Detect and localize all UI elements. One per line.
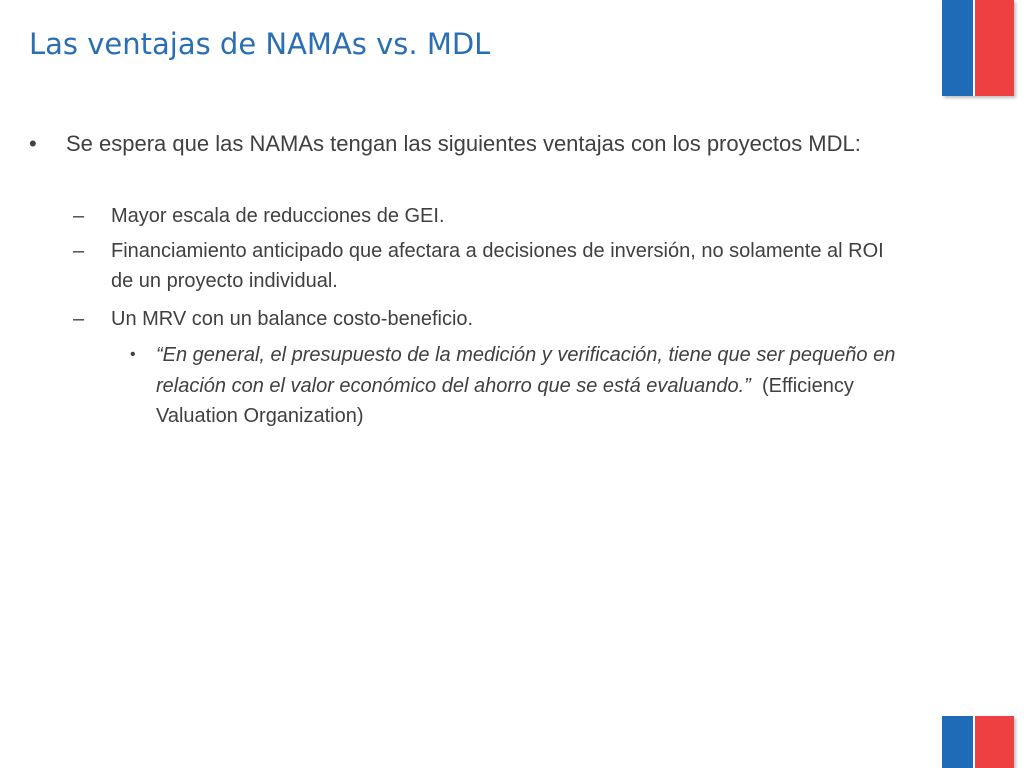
flag-divider bbox=[973, 716, 975, 768]
sub-bullet-text: Mayor escala de reducciones de GEI. bbox=[111, 205, 445, 227]
bullet-marker: • bbox=[29, 131, 37, 156]
quote-italic-text: “En general, el presupuesto de la medición y verificación, tiene que ser pequeño en relación con el valor económico del ahorro que se está evaluando.” bbox=[156, 344, 896, 397]
dash-marker: – bbox=[73, 240, 85, 262]
flag-divider bbox=[973, 0, 975, 96]
flag-decoration-top bbox=[942, 0, 1014, 96]
sub-bullet-text: Financiamiento anticipado que afectara a decisiones de inversión, no solamente al ROI de un proyecto individual. bbox=[111, 240, 884, 292]
flag-decoration-bottom bbox=[942, 716, 1014, 768]
bullet-marker: • bbox=[130, 346, 136, 363]
flag-red-stripe bbox=[974, 716, 1014, 768]
slide-title: Las ventajas de NAMAs vs. MDL bbox=[29, 27, 491, 61]
quote-attribution: (Efficiency Valuation Organization) bbox=[156, 374, 854, 427]
flag-red-stripe bbox=[974, 0, 1014, 96]
bullet-main-text: Se espera que las NAMAs tengan las siguientes ventajas con los proyectos MDL: bbox=[66, 131, 861, 156]
dash-marker: – bbox=[73, 205, 85, 227]
dash-marker: – bbox=[73, 308, 85, 330]
flag-blue-stripe bbox=[942, 716, 974, 768]
sub-bullet-text: Un MRV con un balance costo-beneficio. bbox=[111, 308, 474, 330]
flag-blue-stripe bbox=[942, 0, 974, 96]
quote-text-block bbox=[156, 340, 896, 432]
